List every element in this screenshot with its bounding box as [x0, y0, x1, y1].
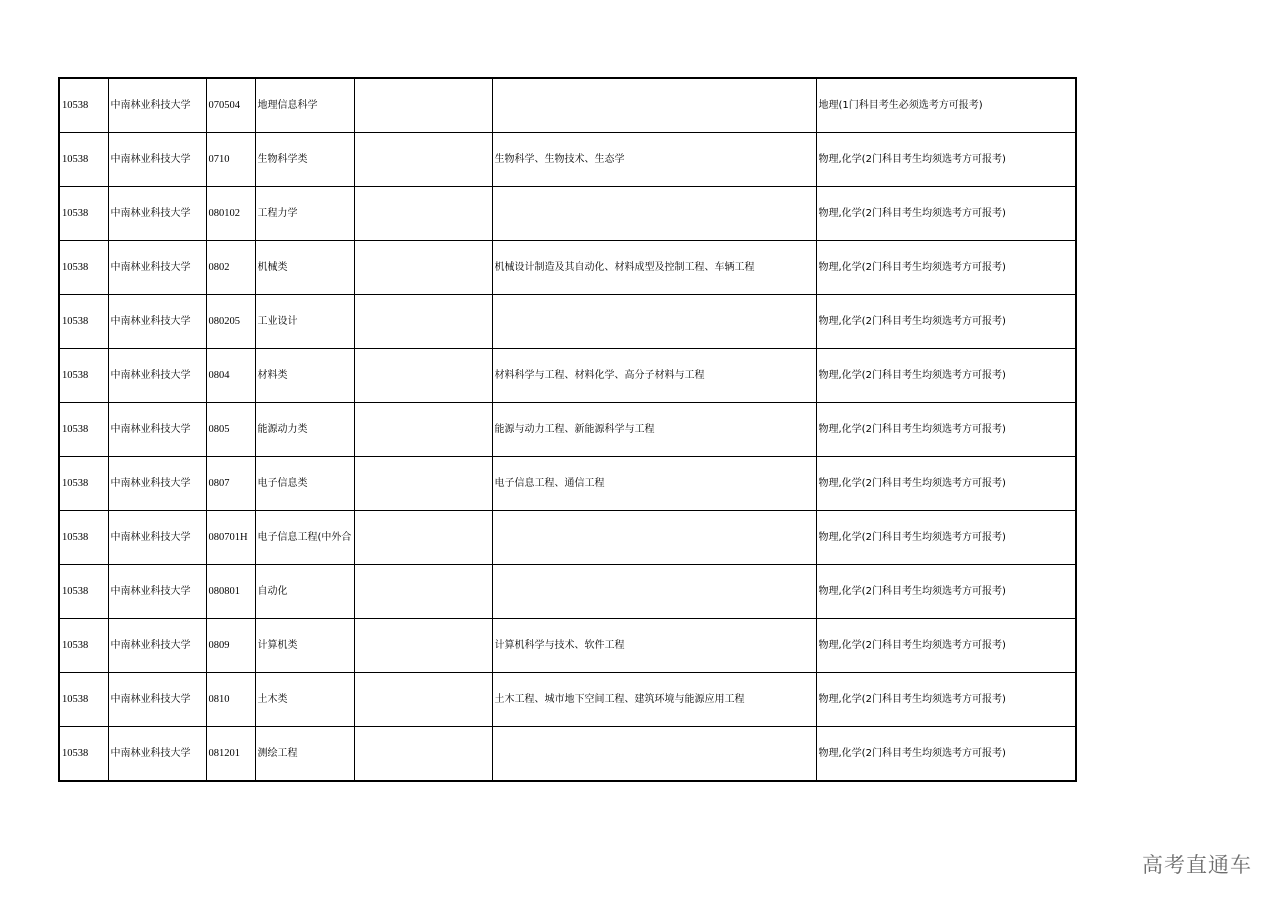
school-code-cell: 10538 — [59, 403, 108, 457]
included-majors-cell: 生物科学、生物技术、生态学 — [492, 133, 816, 187]
major-code-cell: 070504 — [206, 78, 255, 133]
included-majors-cell — [492, 727, 816, 782]
school-name-cell: 中南林业科技大学 — [108, 133, 206, 187]
subject-requirement-cell: 物理,化学(2门科目考生均须选考方可报考) — [816, 295, 1076, 349]
school-code-cell: 10538 — [59, 241, 108, 295]
school-code-cell: 10538 — [59, 511, 108, 565]
table-row — [59, 403, 1076, 457]
empty-cell — [354, 133, 492, 187]
table-body — [59, 78, 1076, 781]
major-code-cell: 0809 — [206, 619, 255, 673]
included-majors-cell: 能源与动力工程、新能源科学与工程 — [492, 403, 816, 457]
major-code-cell: 0710 — [206, 133, 255, 187]
school-code-cell: 10538 — [59, 295, 108, 349]
major-code-cell: 0807 — [206, 457, 255, 511]
major-code-cell: 0805 — [206, 403, 255, 457]
school-code-cell: 10538 — [59, 133, 108, 187]
major-code-cell: 080701H — [206, 511, 255, 565]
subject-requirement-cell: 物理,化学(2门科目考生均须选考方可报考) — [816, 565, 1076, 619]
major-name-cell: 能源动力类 — [255, 403, 354, 457]
empty-cell — [354, 511, 492, 565]
major-name-cell: 自动化 — [255, 565, 354, 619]
included-majors-cell: 机械设计制造及其自动化、材料成型及控制工程、车辆工程 — [492, 241, 816, 295]
table-row — [59, 727, 1076, 782]
school-code-cell: 10538 — [59, 565, 108, 619]
major-code-cell: 080102 — [206, 187, 255, 241]
school-name-cell: 中南林业科技大学 — [108, 403, 206, 457]
major-name-cell: 计算机类 — [255, 619, 354, 673]
major-code-cell: 0804 — [206, 349, 255, 403]
school-name-cell: 中南林业科技大学 — [108, 457, 206, 511]
major-code-cell: 080205 — [206, 295, 255, 349]
empty-cell — [354, 187, 492, 241]
watermark-text: 高考直通车 — [1142, 853, 1252, 877]
school-code-cell: 10538 — [59, 619, 108, 673]
empty-cell — [354, 349, 492, 403]
subject-requirement-cell: 物理,化学(2门科目考生均须选考方可报考) — [816, 349, 1076, 403]
table-row — [59, 187, 1076, 241]
major-code-cell: 0810 — [206, 673, 255, 727]
school-name-cell: 中南林业科技大学 — [108, 727, 206, 782]
subject-requirement-cell: 物理,化学(2门科目考生均须选考方可报考) — [816, 457, 1076, 511]
table-row — [59, 241, 1076, 295]
school-name-cell: 中南林业科技大学 — [108, 565, 206, 619]
empty-cell — [354, 241, 492, 295]
school-code-cell: 10538 — [59, 457, 108, 511]
admission-requirements-table — [58, 77, 1077, 782]
table-row — [59, 78, 1076, 133]
school-code-cell: 10538 — [59, 187, 108, 241]
major-code-cell: 081201 — [206, 727, 255, 782]
major-name-cell: 地理信息科学 — [255, 78, 354, 133]
included-majors-cell — [492, 78, 816, 133]
empty-cell — [354, 619, 492, 673]
table-row — [59, 349, 1076, 403]
empty-cell — [354, 727, 492, 782]
empty-cell — [354, 295, 492, 349]
school-code-cell: 10538 — [59, 78, 108, 133]
subject-requirement-cell: 物理,化学(2门科目考生均须选考方可报考) — [816, 241, 1076, 295]
subject-requirement-cell: 物理,化学(2门科目考生均须选考方可报考) — [816, 619, 1076, 673]
school-name-cell: 中南林业科技大学 — [108, 511, 206, 565]
school-code-cell: 10538 — [59, 673, 108, 727]
included-majors-cell — [492, 295, 816, 349]
empty-cell — [354, 457, 492, 511]
subject-requirement-cell: 物理,化学(2门科目考生均须选考方可报考) — [816, 511, 1076, 565]
major-name-cell: 生物科学类 — [255, 133, 354, 187]
major-name-cell: 土木类 — [255, 673, 354, 727]
table-row — [59, 565, 1076, 619]
subject-requirement-cell: 物理,化学(2门科目考生均须选考方可报考) — [816, 133, 1076, 187]
school-code-cell: 10538 — [59, 727, 108, 782]
included-majors-cell — [492, 511, 816, 565]
empty-cell — [354, 565, 492, 619]
subject-requirement-cell: 地理(1门科目考生必须选考方可报考) — [816, 78, 1076, 133]
major-name-cell: 工程力学 — [255, 187, 354, 241]
empty-cell — [354, 78, 492, 133]
included-majors-cell: 土木工程、城市地下空间工程、建筑环境与能源应用工程 — [492, 673, 816, 727]
empty-cell — [354, 403, 492, 457]
included-majors-cell: 计算机科学与技术、软件工程 — [492, 619, 816, 673]
school-name-cell: 中南林业科技大学 — [108, 295, 206, 349]
school-code-cell: 10538 — [59, 349, 108, 403]
table-row — [59, 133, 1076, 187]
subject-requirement-cell: 物理,化学(2门科目考生均须选考方可报考) — [816, 673, 1076, 727]
table-row — [59, 295, 1076, 349]
table-row — [59, 457, 1076, 511]
school-name-cell: 中南林业科技大学 — [108, 619, 206, 673]
included-majors-cell: 电子信息工程、通信工程 — [492, 457, 816, 511]
table-row — [59, 673, 1076, 727]
school-name-cell: 中南林业科技大学 — [108, 349, 206, 403]
major-code-cell: 0802 — [206, 241, 255, 295]
major-name-cell: 电子信息类 — [255, 457, 354, 511]
major-code-cell: 080801 — [206, 565, 255, 619]
table-row — [59, 511, 1076, 565]
major-name-cell: 材料类 — [255, 349, 354, 403]
empty-cell — [354, 673, 492, 727]
included-majors-cell: 材料科学与工程、材料化学、高分子材料与工程 — [492, 349, 816, 403]
subject-requirement-cell: 物理,化学(2门科目考生均须选考方可报考) — [816, 187, 1076, 241]
subject-requirement-cell: 物理,化学(2门科目考生均须选考方可报考) — [816, 727, 1076, 782]
major-name-cell: 测绘工程 — [255, 727, 354, 782]
school-name-cell: 中南林业科技大学 — [108, 187, 206, 241]
subject-requirement-cell: 物理,化学(2门科目考生均须选考方可报考) — [816, 403, 1076, 457]
table-row — [59, 619, 1076, 673]
school-name-cell: 中南林业科技大学 — [108, 673, 206, 727]
included-majors-cell — [492, 565, 816, 619]
school-name-cell: 中南林业科技大学 — [108, 78, 206, 133]
major-name-cell: 机械类 — [255, 241, 354, 295]
major-name-cell: 电子信息工程(中外合 — [255, 511, 354, 565]
major-name-cell: 工业设计 — [255, 295, 354, 349]
included-majors-cell — [492, 187, 816, 241]
school-name-cell: 中南林业科技大学 — [108, 241, 206, 295]
